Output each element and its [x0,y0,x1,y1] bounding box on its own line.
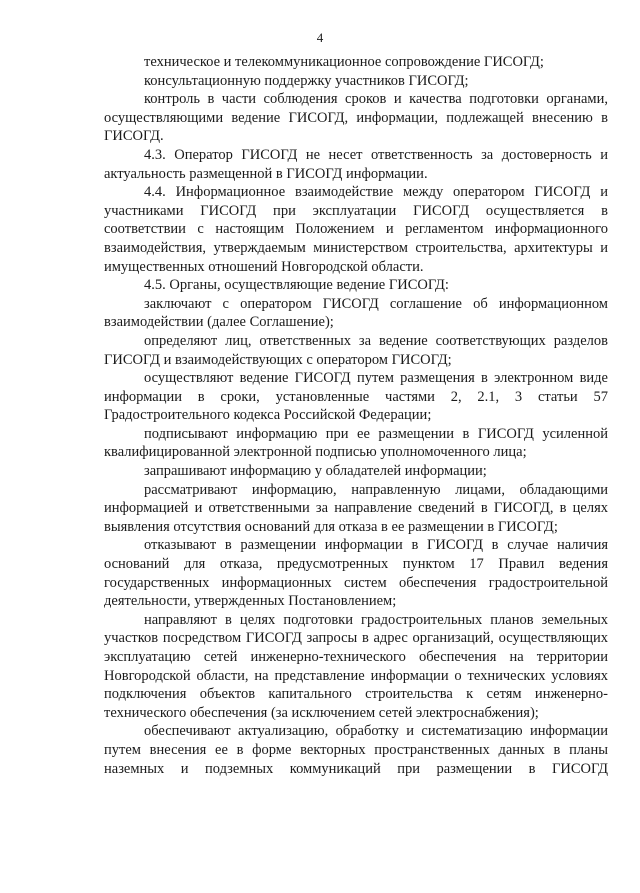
paragraph-4-4: 4.4. Информационное взаимодействие между оператором ГИСОГД и участниками ГИСОГД при эксплуатации ГИСОГД осуществляется в соответствии с настоящим Положением и регламентом информационного взаимодействия, утверждаемым министерством строительства, архитектуры и имущественных отношений Новгородской области. [104,184,608,275]
paragraph-review-information: рассматривают информацию, направленную лицами, обладающими информацией и ответственными за направление сведений в ГИСОГД, в целях выявления отсутствия оснований для отказа в ее размещении в ГИСОГД; [104,481,608,535]
page-number: 4 [316,30,324,45]
paragraph-responsible-persons: определяют лиц, ответственных за ведение соответствующих разделов ГИСОГД и взаимодействующих с оператором ГИСОГД; [104,332,608,368]
paragraph-actualization: обеспечивают актуализацию, обработку и систематизацию информации путем внесения ее в форме векторных пространственных данных в планы наземных и подземных коммуникаций при размещении в ГИСОГД [104,723,608,777]
paragraph-electronic-signature: подписывают информацию при ее размещении в ГИСОГД усиленной квалифицированной электронной подписью уполномоченного лица; [104,425,608,461]
paragraph-request-information: запрашивают информацию у обладателей информации; [144,463,487,480]
paragraph-refuse-placement: отказывают в размещении информации в ГИСОГД в случае наличия оснований для отказа, предусмотренных пунктом 17 Правил ведения государственных информационных систем обеспечения градостроительной деятельности, утвержденных Постановлением; [104,537,608,610]
document-body [104,53,608,778]
paragraph-send-requests: направляют в целях подготовки градостроительных планов земельных участков посредством ГИСОГД запросы в адрес организаций, осуществляющих эксплуатацию сетей инженерно-технического обеспечения на территории Новгородской области, на представление информации о технических условиях подключения объектов капитального строительства к сетям инженерно-технического обеспечения (за исключением сетей электроснабжения); [104,611,608,721]
paragraph-consulting-support: консультационную поддержку участников ГИСОГД; [144,72,469,89]
paragraph-4-5: 4.5. Органы, осуществляющие ведение ГИСОГД: [144,277,449,294]
paragraph-technical-support: техническое и телекоммуникационное сопровождение ГИСОГД; [144,54,544,70]
paragraph-4-3: 4.3. Оператор ГИСОГД не несет ответственность за достоверность и актуальность размещенной в ГИСОГД информации. [104,146,608,182]
paragraph-electronic-placement: осуществляют ведение ГИСОГД путем размещения в электронном виде информации в сроки, установленные частями 2, 2.1, 3 статьи 57 Градостроительного кодекса Российской Федерации; [104,370,608,424]
paragraph-agreement: заключают с оператором ГИСОГД соглашение об информационном взаимодействии (далее Соглашение); [104,295,608,331]
paragraph-quality-control: контроль в части соблюдения сроков и качества подготовки органами, осуществляющими ведение ГИСОГД, информации, подлежащей внесению в ГИСОГД. [104,91,608,145]
